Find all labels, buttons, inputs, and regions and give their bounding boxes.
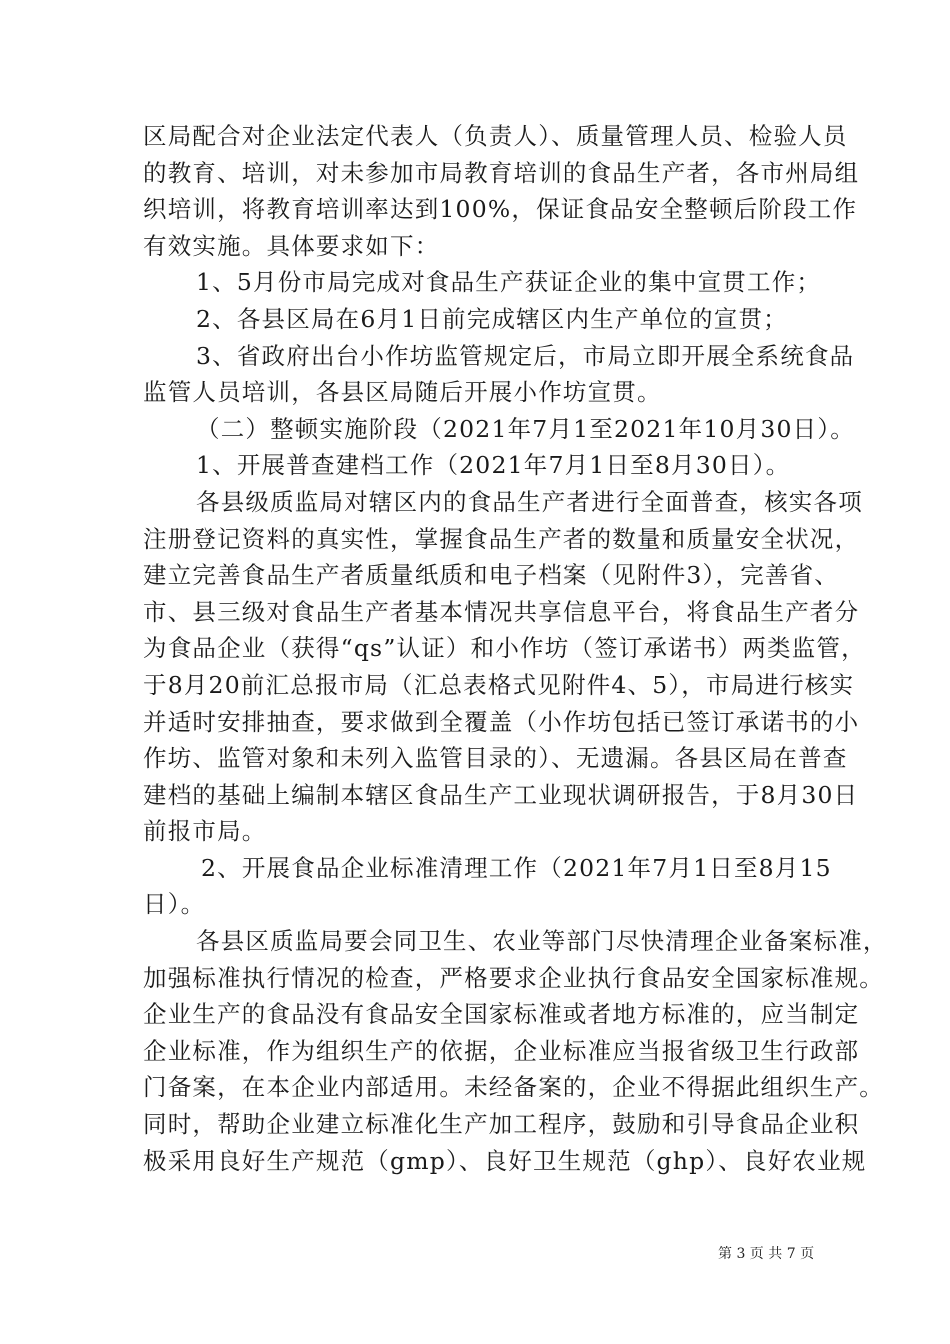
list-item: 1、5月份市局完成对食品生产获证企业的集中宣贯工作； <box>196 268 822 297</box>
text-line: 为食品企业（获得“qs”认证）和小作坊（签订承诺书）两类监管， <box>143 634 866 663</box>
text-line: 的教育、培训，对未参加市局教育培训的食品生产者，各市州局组 <box>143 158 860 187</box>
text-line: 同时，帮助企业建立标准化生产加工程序，鼓励和引导食品企业积 <box>143 1110 860 1139</box>
text-line: 建档的基础上编制本辖区食品生产工业现状调研报告，于8月30日 <box>143 780 859 809</box>
text-line: 企业生产的食品没有食品安全国家标准或者地方标准的，应当制定 <box>143 1000 860 1029</box>
section-heading: （二）整顿实施阶段（2021年7月1至2021年10月30日）。 <box>196 414 855 443</box>
text-line: 于8月20前汇总报市局（汇总表格式见附件4、5），市局进行核实 <box>143 670 855 699</box>
subsection-heading: 1、开展普查建档工作（2021年7月1日至8月30日）。 <box>196 451 791 480</box>
page-number: 第 3 页 共 7 页 <box>718 1246 815 1262</box>
text-line: 并适时安排抽查，要求做到全覆盖（小作坊包括已签订承诺书的小 <box>143 707 860 736</box>
text-line: 极采用良好生产规范（gmp）、良好卫生规范（ghp）、良好农业规 <box>143 1146 867 1175</box>
text-line: 市、县三级对食品生产者基本情况共享信息平台，将食品生产者分 <box>143 597 860 626</box>
document-body <box>143 118 888 1179</box>
text-line: 有效实施。具体要求如下： <box>143 231 440 260</box>
list-item: 2、各县区局在6月1日前完成辖区内生产单位的宣贯； <box>196 304 788 333</box>
text-line: 作坊、监管对象和未列入监管目录的）、无遗漏。各县区局在普查 <box>143 744 848 773</box>
text-line: 区局配合对企业法定代表人（负责人）、质量管理人员、检验人员 <box>143 122 848 150</box>
text-line: 门备案，在本企业内部适用。未经备案的，企业不得据此组织生产。 <box>143 1073 884 1102</box>
text-line: 监管人员培训，各县区局随后开展小作坊宣贯。 <box>143 378 662 407</box>
list-item: 3、省政府出台小作坊监管规定后，市局立即开展全系统食品 <box>196 341 855 370</box>
text-line: 前报市局。 <box>143 817 267 846</box>
text-line: 企业标准，作为组织生产的依据，企业标准应当报省级卫生行政部 <box>143 1036 860 1065</box>
paragraph-start: 各县级质监局对辖区内的食品生产者进行全面普查，核实各项 <box>196 487 863 516</box>
text-line: 日）。 <box>143 890 206 919</box>
subsection-heading: 2、开展食品企业标准清理工作（2021年7月1日至8月15 <box>201 853 832 882</box>
text-line: 注册登记资料的真实性，掌握食品生产者的数量和质量安全状况， <box>143 524 860 553</box>
text-line: 加强标准执行情况的检查，严格要求企业执行食品安全国家标准规。 <box>143 963 884 992</box>
text-line: 织培训，将教育培训率达到100%，保证食品安全整顿后阶段工作 <box>143 195 858 224</box>
text-line: 建立完善食品生产者质量纸质和电子档案（见附件3），完善省、 <box>143 561 840 590</box>
paragraph-start: 各县区质监局要会同卫生、农业等部门尽快清理企业备案标准， <box>196 927 888 956</box>
